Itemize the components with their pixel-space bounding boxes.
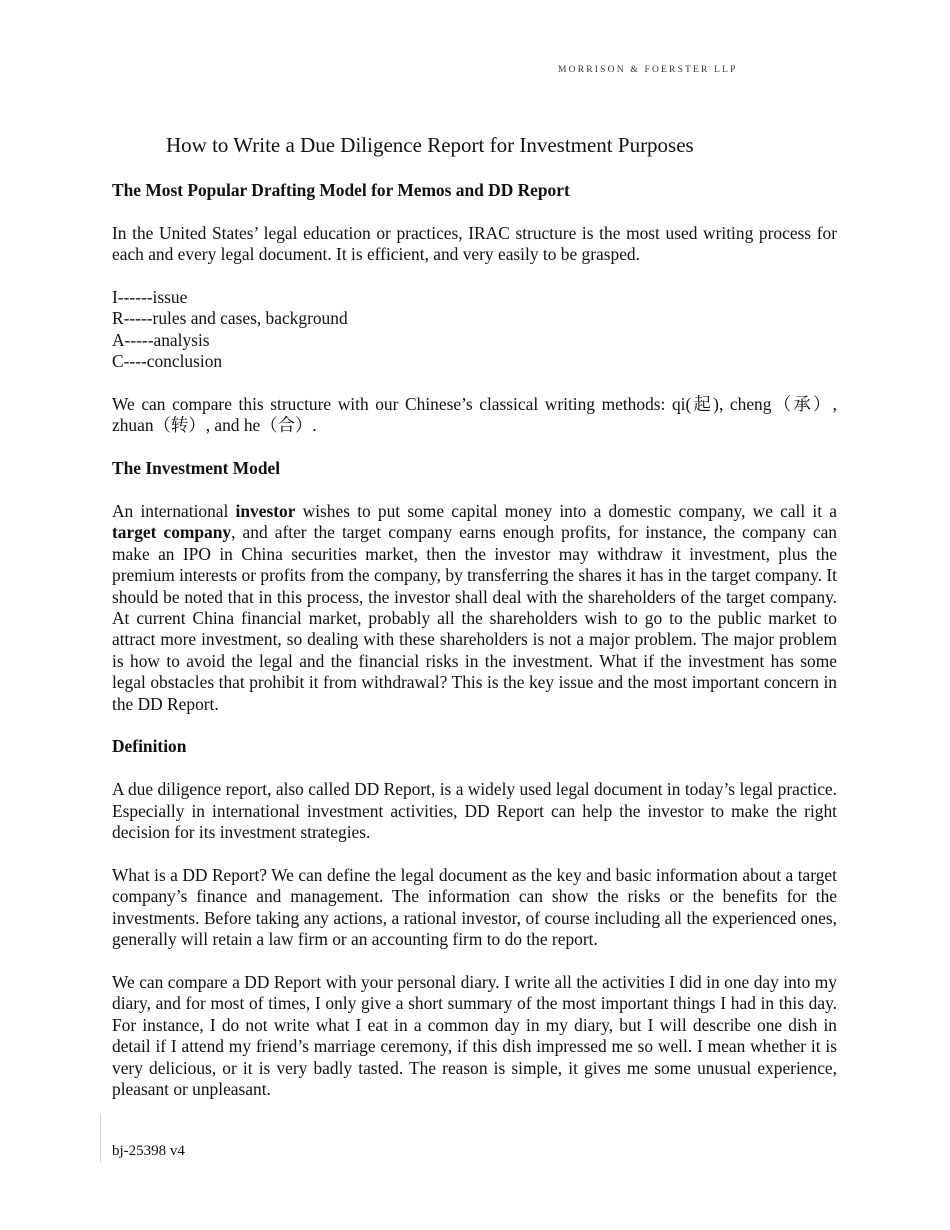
irac-item-issue: I------issue [112, 287, 188, 307]
footer-document-code: bj-25398 v4 [112, 1143, 185, 1159]
text-run: An international [112, 501, 236, 522]
irac-item-conclusion: C----conclusion [112, 351, 223, 372]
paragraph-chinese-methods: We can compare this structure with our Chinese’s classical writing methods: qi(起), cheng（承）, zhuan（转）, and he（合）. [112, 394, 837, 436]
header-firm-name: MORRISON & FOERSTER LLP [558, 65, 738, 75]
irac-list [112, 287, 837, 373]
document-body [112, 180, 837, 1122]
irac-item-analysis: A-----analysis [112, 329, 210, 350]
paragraph-definition-3: We can compare a DD Report with your personal diary. I write all the activities I did in one day into my diary, and for most of times, I only give a short summary of the most important things I had in this day. For instance, I do not write what I eat in a common day in my diary, but I will describe one dish in detail if I attend my friend’s marriage ceremony, if this dish impressed me so well. I mean whether it is very delicious, or it is very badly tasted. The reason is simple, it gives me some unusual experience, pleasant or unpleasant. [112, 971, 837, 1099]
paragraph-definition-2: What is a DD Report? We can define the legal document as the key and basic information about a target company’s finance and management. The information can show the risks or the benefits for the investments. Before taking any actions, a rational investor, of course including all the experienced ones, generally will retain a law firm or an accounting firm to do the report. [112, 864, 837, 950]
term-target-company: target company [112, 522, 232, 543]
irac-item-rules: R-----rules and cases, background [112, 308, 348, 329]
paragraph-irac-intro: In the United States’ legal education or practices, IRAC structure is the most used writing process for each and every legal document. It is efficient, and very easily to be grasped. [112, 222, 837, 265]
term-investor: investor [235, 501, 296, 522]
document-title: How to Write a Due Diligence Report for Investment Purposes [166, 133, 694, 157]
section-heading-definition: Definition [112, 736, 187, 757]
section-heading-investment-model: The Investment Model [112, 458, 281, 479]
section-heading-drafting-model: The Most Popular Drafting Model for Memos and DD Report [112, 180, 570, 200]
text-run: wishes to put some capital money into a domestic company, we call it a [295, 501, 837, 522]
footer-margin-line [100, 1115, 101, 1162]
paragraph-definition-1: A due diligence report, also called DD Report, is a widely used legal document in today’s legal practice. Especially in international investment activities, DD Report can help the investor to make the right decision for its investment strategies. [112, 779, 837, 843]
text-run: , and after the target company earns enough profits, for instance, the company can make an IPO in China securities market, then the investor may withdraw it investment, plus the premium interests or profits from the company, by transferring the shares it has in the target company. It should be noted that in this process, the investor shall deal with the shareholders of the target company. At current China financial market, probably all the shareholders wish to go to the public market to attract more investment, so dealing with these shareholders is not a major problem. The major problem is how to avoid the legal and the financial risks in the investment. What if the investment has some legal obstacles that prohibit it from withdrawal? This is the key issue and the most important concern in the DD Report. [112, 522, 837, 714]
paragraph-investment-model [112, 501, 837, 715]
